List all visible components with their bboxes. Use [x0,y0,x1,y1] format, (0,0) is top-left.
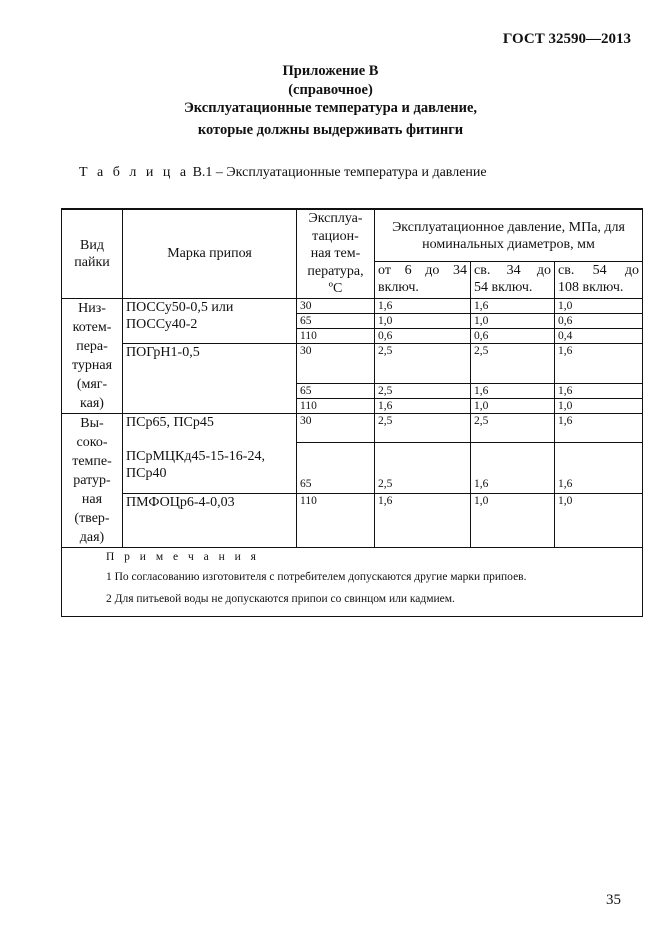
page-number: 35 [606,892,621,908]
solder-brand-line: ПОГрН1-0,5 [126,344,200,360]
header-diameter-6-34: от 6 до 34 включ. [375,262,471,298]
cell-pressure: 1,0 [471,398,555,413]
cell-pressure: 1,6 [555,343,643,383]
cell-pressure: 1,6 [375,298,471,313]
cell-pressure: 2,5 [375,443,471,494]
cell-pressure: 1,6 [471,443,555,494]
cell-solder-brand [123,298,297,343]
cell-pressure: 1,0 [375,313,471,328]
cell-pressure: 1,6 [555,413,643,443]
cell-pressure: 1,6 [555,443,643,494]
cell-pressure: 1,6 [555,383,643,398]
table-row [62,413,643,443]
solder-type-line: (твер- [74,510,110,526]
cell-pressure: 1,0 [471,493,555,547]
pressure-table [61,208,643,617]
solder-brand-line: ПМФОЦр6-4-0,03 [126,494,235,510]
solder-type-line: ная [81,491,103,507]
solder-type-line: соко- [76,434,108,450]
solder-brand-line: ПСрМЦКд45-15-16-24, [126,448,265,464]
cell-pressure: 1,0 [555,398,643,413]
header-temperature-line: тацион- [312,228,359,244]
cell-temperature: 30 [297,413,375,443]
header-temperature [297,209,375,298]
cell-temperature: 30 [297,298,375,313]
solder-brand-line: ПСр65, ПСр45 [126,414,214,430]
appendix-type: (справочное) [288,82,373,98]
solder-type-line: дая) [79,529,105,545]
appendix-title: Приложение В [282,63,379,79]
cell-pressure: 1,6 [471,383,555,398]
cell-pressure: 0,4 [555,328,643,343]
table-caption-label: Т а б л и ц а [79,165,190,180]
solder-type-line: кая) [80,395,104,411]
cell-pressure: 2,5 [375,383,471,398]
cell-pressure: 1,0 [471,313,555,328]
header-temperature-line: ная тем- [310,246,361,261]
header-diameter-54-108: св. 54 до 108 включ. [555,262,643,298]
notes-row [62,547,643,616]
table-row [62,343,643,383]
header-pressure: Эксплуатационное давление, МПа, для номинальных диаметров, мм [375,209,643,262]
appendix-heading-line-1: Эксплуатационные температура и давление, [183,100,478,116]
cell-solder-brand [123,343,297,413]
cell-temperature: 65 [297,313,375,328]
solder-type-line: ратур- [73,472,111,488]
header-temperature-line: Эксплуа- [308,211,363,226]
solder-brand-line: ПОССу40-2 [126,316,198,332]
notes-title: П р и м е ч а н и я [106,550,260,563]
solder-brand-line: ПСр40 [126,465,167,481]
cell-solder-brand [123,413,297,493]
cell-pressure: 0,6 [375,328,471,343]
cell-pressure: 0,6 [555,313,643,328]
appendix-heading-line-2: которые должны выдерживать фитинги [197,122,464,138]
cell-temperature: 65 [297,383,375,398]
solder-brand-line [126,431,293,448]
cell-pressure: 1,0 [555,298,643,313]
header-temperature-unit: ºС [328,281,343,296]
header-temperature-line: пература, [307,263,364,279]
table-row [62,298,643,313]
header-brand: Марка припоя [123,209,297,298]
cell-pressure: 0,6 [471,328,555,343]
cell-pressure: 2,5 [375,343,471,383]
cell-pressure: 1,6 [375,398,471,413]
solder-type-line: Низ- [78,300,106,316]
table-caption-text: – Эксплуатационные температура и давление [215,165,487,180]
cell-solder-brand [123,493,297,547]
cell-solder-type [62,298,123,413]
table-row [62,493,643,547]
table-caption-number: В.1 [192,165,213,180]
solder-type-line: пера- [76,338,108,354]
cell-pressure: 2,5 [375,413,471,443]
solder-type-line: Вы- [80,415,104,431]
standard-number: ГОСТ 32590—2013 [502,31,631,47]
cell-temperature: 110 [297,493,375,547]
cell-temperature: 65 [297,443,375,494]
cell-temperature: 110 [297,398,375,413]
cell-pressure: 2,5 [471,343,555,383]
solder-type-line: турная [71,357,113,373]
cell-pressure: 1,0 [555,493,643,547]
cell-temperature: 110 [297,328,375,343]
note-item: 1 По согласованию изготовителя с потребителем допускаются другие марки припоев. [106,570,527,583]
header-type: Вид пайки [62,209,123,298]
cell-pressure: 2,5 [471,413,555,443]
note-item: 2 Для питьевой воды не допускаются припои со свинцом или кадмием. [106,592,455,605]
solder-brand-line: ПОССу50-0,5 или [126,299,234,315]
solder-type-line: котем- [72,319,112,335]
solder-type-line: (мяг- [76,376,108,392]
solder-type-line: темпе- [72,453,112,469]
cell-pressure: 1,6 [375,493,471,547]
cell-temperature: 30 [297,343,375,383]
header-diameter-34-54: св. 34 до 54 включ. [471,262,555,298]
table-notes [62,547,643,616]
cell-pressure: 1,6 [471,298,555,313]
cell-solder-type [62,413,123,547]
table-caption [79,165,487,181]
